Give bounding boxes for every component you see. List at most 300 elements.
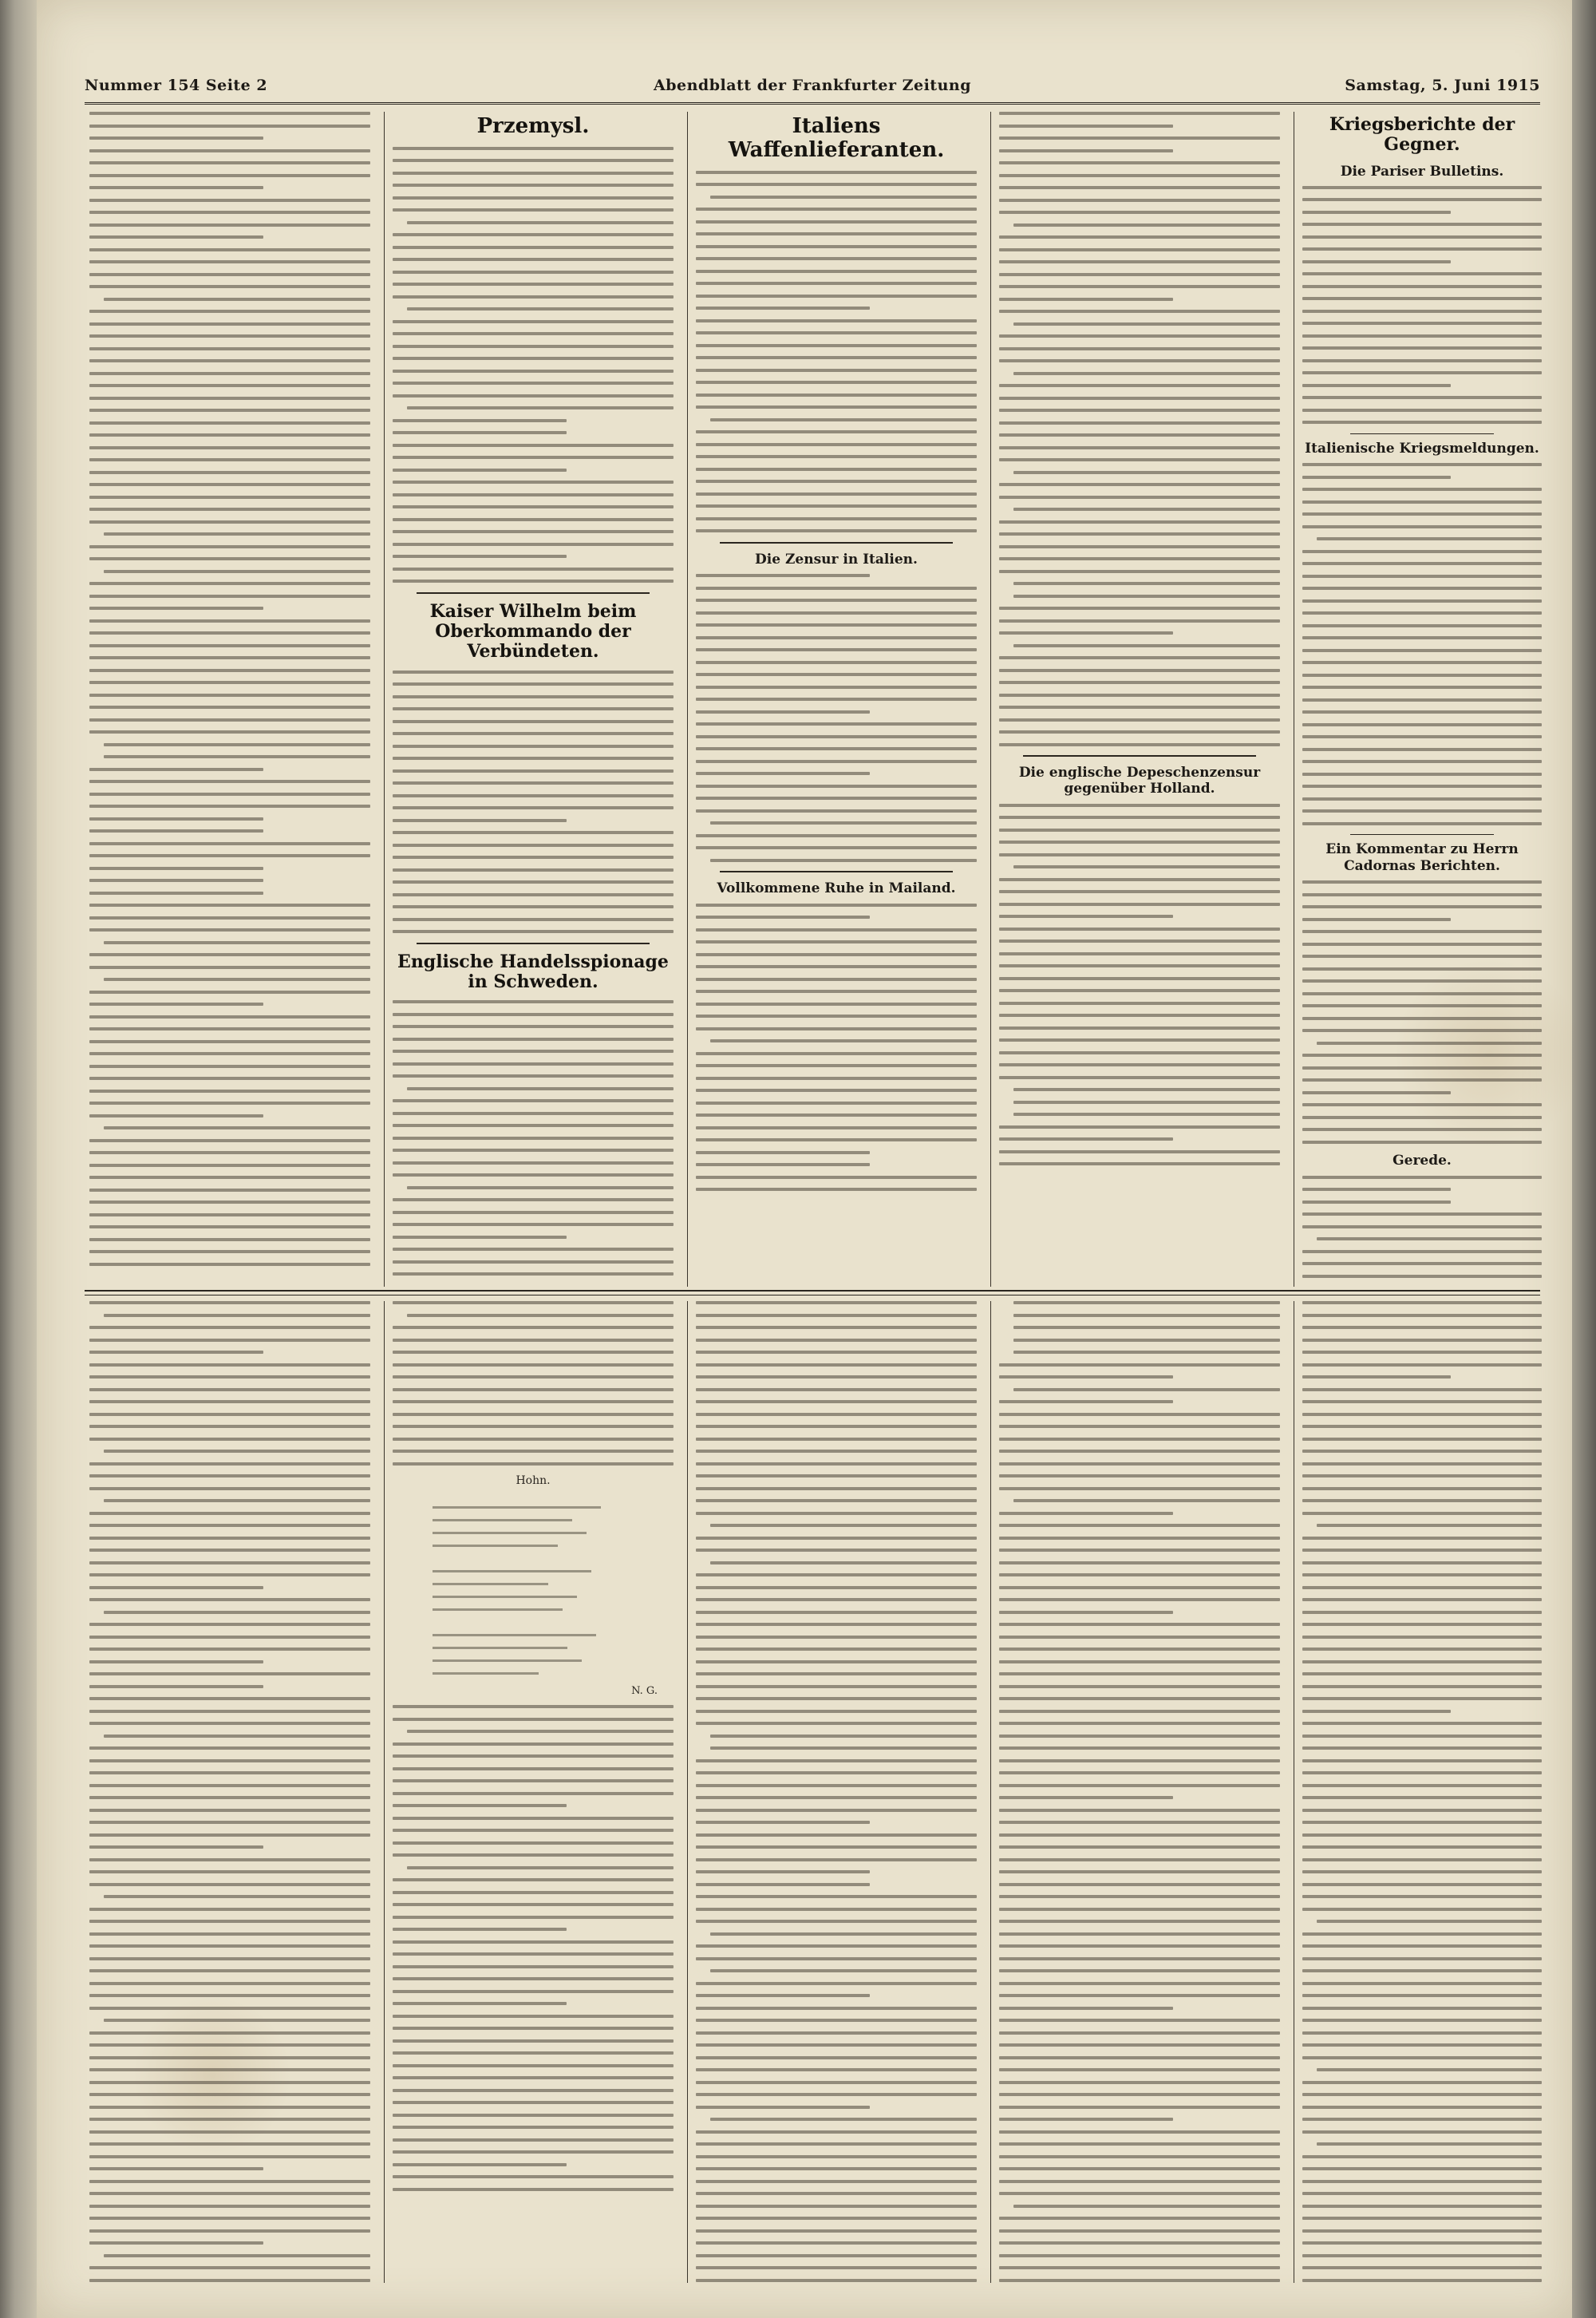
text-line: [89, 1102, 370, 1105]
text-line: [1302, 1004, 1542, 1007]
text-line: [696, 2167, 977, 2170]
text-line: [696, 1710, 977, 1713]
text-line: [407, 406, 674, 409]
text-line: [999, 718, 1280, 722]
text-line: [1302, 1573, 1542, 1576]
headline-pariser-bulletins: Die Pariser Bulletins.: [1340, 163, 1504, 180]
text-line: [393, 2051, 674, 2055]
text-line: [393, 1792, 674, 1795]
poem-body: [433, 1506, 674, 1675]
text-line: [393, 184, 674, 187]
text-line: [1302, 809, 1542, 813]
column-5: [1302, 112, 1542, 1285]
text-line: [999, 2081, 1280, 2084]
text-line: [999, 359, 1280, 362]
text-line: [696, 710, 870, 714]
text-line: [999, 977, 1280, 980]
text-line: [999, 260, 1280, 263]
text-line: [1302, 247, 1542, 251]
headline-zensur: Die Zensur in Italien.: [755, 551, 918, 568]
text-line: [89, 471, 370, 474]
text-line: [1302, 773, 1542, 776]
text-line: [89, 1388, 370, 1391]
text-line: [393, 357, 674, 360]
text-line: [710, 1561, 977, 1564]
text-line: [89, 681, 370, 684]
text-line: [696, 636, 977, 639]
text-line: [999, 1735, 1280, 1738]
text-line: [89, 2142, 370, 2146]
text-line: [696, 1499, 977, 1502]
text-line: [393, 806, 674, 809]
text-line: [393, 1339, 674, 1342]
text-line: [696, 1015, 977, 1018]
text-line: [696, 257, 977, 260]
text-line: [393, 695, 674, 698]
text-line: [696, 1809, 977, 1812]
text-line: [407, 1186, 674, 1189]
text-line: [393, 2150, 674, 2154]
text-line: [393, 1062, 674, 1066]
article-body: [696, 904, 977, 1192]
text-line: [696, 1077, 977, 1080]
text-line: [104, 978, 370, 981]
text-line: [89, 991, 370, 994]
text-line: [1302, 1487, 1542, 1490]
column-3: [696, 112, 977, 1285]
text-line: [393, 1990, 674, 1993]
text-line: [393, 2027, 674, 2030]
text-line: [393, 732, 674, 735]
text-line: [999, 1685, 1280, 1688]
text-line: [1302, 1275, 1542, 1278]
text-line: [696, 1920, 977, 1923]
text-line: [89, 1301, 370, 1304]
text-line: [999, 1672, 1280, 1675]
text-line: [999, 1858, 1280, 1861]
text-line: [393, 707, 674, 710]
text-line: [104, 298, 370, 301]
text-line: [89, 446, 370, 449]
divider: [1350, 433, 1494, 434]
text-line: [696, 1487, 977, 1490]
text-line: [89, 718, 370, 722]
text-line: [999, 1561, 1280, 1564]
text-line: [393, 505, 674, 508]
text-line: [89, 1003, 263, 1006]
text-line: [393, 1260, 674, 1264]
text-line: [89, 1636, 370, 1639]
text-line: [999, 1623, 1280, 1626]
text-line: [89, 409, 370, 412]
text-line: [696, 587, 977, 590]
text-line: [696, 1052, 977, 1055]
text-line: [1302, 396, 1542, 399]
divider: [720, 871, 953, 872]
text-line: [1302, 1351, 1542, 1354]
text-line: [999, 631, 1173, 635]
text-line: [89, 2155, 370, 2158]
text-line: [89, 1164, 370, 1167]
text-line: [1013, 223, 1280, 227]
feuilleton-column-3: [696, 1301, 977, 2283]
text-line: [1302, 1697, 1542, 1700]
text-line: [89, 1809, 370, 1812]
text-line: [696, 834, 977, 837]
text-line: [1302, 1648, 1542, 1651]
article-body: [1302, 186, 1542, 425]
text-line: [696, 2056, 977, 2059]
text-line: [1302, 1425, 1542, 1428]
text-line: [104, 941, 370, 944]
text-line: [696, 2093, 977, 2096]
text-line: [1302, 1116, 1542, 1119]
text-line: [393, 1161, 674, 1165]
text-line: [393, 555, 567, 558]
divider: [1350, 834, 1494, 835]
text-line: [89, 1462, 370, 1466]
text-line: [999, 248, 1280, 251]
text-line: [1302, 235, 1542, 239]
text-line: [999, 334, 1280, 338]
text-line: [999, 2167, 1280, 2170]
text-line: [1302, 476, 1451, 479]
text-line: [696, 1672, 977, 1675]
text-line: [999, 1026, 1280, 1030]
text-line: [696, 331, 977, 334]
column-rule: [687, 1301, 688, 2283]
text-line: [1302, 562, 1542, 565]
text-line: [393, 320, 674, 323]
text-line: [89, 1660, 263, 1663]
text-line: [393, 382, 674, 385]
feuilleton-body: [89, 1301, 370, 2282]
headline-italienische-kriegsmeldungen: Italienische Kriegsmeldungen.: [1305, 440, 1539, 457]
text-line: [696, 2155, 977, 2158]
text-line: [89, 2279, 370, 2282]
text-line: [393, 757, 674, 760]
text-line: [89, 829, 263, 833]
scan-edge-left: [0, 0, 37, 2318]
text-line: [696, 2106, 870, 2109]
text-line: [89, 1796, 370, 1799]
text-line: [696, 1326, 977, 1329]
text-line: [696, 1908, 977, 1911]
text-line: [1302, 967, 1542, 971]
text-line: [407, 307, 674, 311]
text-line: [393, 1112, 674, 1115]
text-line: [999, 1363, 1280, 1367]
text-line: [89, 2007, 370, 2010]
text-line: [696, 1462, 977, 1466]
text-line: [1302, 1561, 1542, 1564]
text-line: [89, 1225, 370, 1228]
text-line: [393, 1000, 674, 1003]
text-line: [696, 405, 977, 409]
text-line: [89, 1015, 370, 1019]
text-line: [999, 2056, 1280, 2059]
article-body: [999, 804, 1280, 1166]
text-line: [1302, 1176, 1542, 1179]
article-body: [696, 171, 977, 533]
text-line: [999, 1051, 1280, 1054]
text-line: [999, 939, 1280, 943]
text-line: [393, 481, 674, 484]
text-line: [104, 1895, 370, 1898]
text-line: [696, 1003, 977, 1006]
text-line: [1302, 2130, 1542, 2134]
text-line: [696, 1870, 870, 1873]
text-line: [999, 285, 1280, 288]
text-line: [1317, 2068, 1542, 2071]
text-line: [1302, 1908, 1542, 1911]
text-line: [696, 1957, 977, 1960]
text-line: [393, 1301, 674, 1304]
text-line: [89, 458, 370, 461]
text-line: [1302, 1314, 1542, 1317]
text-line: [1013, 1388, 1280, 1391]
text-line: [393, 233, 674, 236]
text-line: [89, 1151, 370, 1154]
text-line: [999, 2279, 1280, 2282]
text-line: [696, 1771, 977, 1774]
text-line: [710, 1039, 977, 1042]
text-line: [696, 1821, 870, 1824]
text-line: [1302, 2180, 1542, 2183]
text-line: [696, 1994, 870, 1997]
text-line: [393, 271, 674, 274]
text-line: [1302, 2106, 1542, 2109]
text-line: [696, 2068, 977, 2071]
text-line: [393, 1462, 674, 1466]
text-line: [696, 722, 977, 726]
text-line: [393, 332, 674, 335]
text-line: [999, 483, 1280, 486]
text-line: [696, 1895, 977, 1898]
issue-date: Samstag, 5. Juni 1915: [1345, 77, 1540, 94]
text-line: [710, 1746, 977, 1750]
text-line: [999, 2266, 1280, 2269]
text-line: [696, 504, 977, 508]
text-line: [89, 1957, 370, 1960]
text-line: [696, 1598, 977, 1601]
text-line: [999, 310, 1280, 313]
text-line: [1302, 1103, 1542, 1106]
text-line: [999, 1598, 1280, 1601]
article-body: [696, 574, 977, 862]
text-line: [89, 334, 370, 338]
text-line: [696, 1549, 977, 1552]
text-line: [999, 1809, 1280, 1812]
text-line: [89, 928, 370, 932]
text-line: [1302, 1375, 1451, 1379]
text-line: [393, 1754, 674, 1758]
text-line: [999, 1636, 1280, 1639]
text-line: [999, 1038, 1280, 1042]
text-line: [999, 952, 1280, 955]
text-line: [1302, 272, 1542, 275]
text-line: [710, 2118, 977, 2121]
text-line: [1302, 2081, 1542, 2084]
article-body: [393, 670, 674, 934]
text-line: [89, 1326, 370, 1329]
text-line: [1302, 1512, 1542, 1515]
text-line: [696, 940, 977, 943]
text-line: [999, 1845, 1280, 1849]
text-line: [999, 1076, 1280, 1079]
text-line: [1302, 1054, 1542, 1057]
text-line: [710, 1735, 977, 1738]
text-line: [1302, 1944, 1542, 1948]
text-line: [1302, 1474, 1542, 1477]
text-line: [1302, 2217, 1542, 2220]
text-line: [89, 1969, 370, 1972]
text-line: [999, 1162, 1280, 1165]
text-line: [393, 868, 674, 872]
column-rule: [687, 112, 688, 1287]
text-line: [393, 1149, 674, 1152]
text-line: [1302, 1932, 1542, 1936]
text-line: [1302, 710, 1542, 714]
text-line: [999, 1660, 1280, 1663]
poem-line: [433, 1621, 674, 1624]
text-line: [1302, 1636, 1542, 1639]
text-line: [89, 793, 370, 796]
text-line: [696, 1314, 977, 1317]
text-line: [1302, 2118, 1542, 2121]
text-line: [1302, 1611, 1542, 1614]
text-line: [89, 1858, 370, 1861]
text-line: [89, 2093, 370, 2096]
text-line: [999, 1002, 1280, 1005]
text-line: [393, 2188, 674, 2191]
text-line: [696, 1648, 977, 1651]
text-line: [1302, 1796, 1542, 1799]
text-line: [999, 1710, 1280, 1713]
text-line: [393, 831, 674, 834]
poem-line: [433, 1545, 558, 1547]
text-line: [104, 1450, 370, 1453]
text-line: [89, 1623, 370, 1626]
feuilleton-column-4: [999, 1301, 1280, 2283]
text-line: [696, 245, 977, 248]
text-line: [999, 1895, 1280, 1898]
text-line: [1302, 2266, 1542, 2269]
text-line: [1302, 2056, 1542, 2059]
text-line: [999, 1611, 1173, 1614]
text-line: [1302, 297, 1542, 300]
text-line: [999, 384, 1280, 387]
text-line: [1302, 955, 1542, 958]
text-line: [999, 347, 1280, 350]
text-line: [393, 745, 674, 748]
text-line: [89, 235, 263, 239]
text-line: [89, 2241, 263, 2245]
text-line: [104, 1126, 370, 1129]
text-line: [89, 1821, 370, 1824]
text-line: [696, 2007, 977, 2010]
text-line: [1302, 918, 1451, 921]
text-line: [1302, 1660, 1542, 1663]
text-line: [393, 370, 674, 373]
text-line: [393, 196, 674, 200]
text-line: [999, 2254, 1280, 2257]
text-line: [1302, 880, 1542, 884]
text-line: [1302, 636, 1542, 639]
text-line: [999, 2106, 1280, 2109]
text-line: [696, 1982, 977, 1985]
text-line: [89, 1351, 263, 1354]
text-line: [696, 1126, 977, 1129]
text-line: [89, 1685, 263, 1688]
text-line: [696, 443, 977, 446]
text-line: [999, 1125, 1280, 1129]
text-line: [89, 1586, 263, 1589]
text-line: [89, 483, 370, 486]
text-line: [393, 208, 674, 212]
text-line: [1302, 1833, 1542, 1837]
text-line: [393, 1829, 674, 1832]
text-line: [89, 112, 370, 115]
poem-line: [433, 1659, 582, 1662]
text-line: [696, 965, 977, 968]
text-line: [1302, 822, 1542, 825]
text-line: [999, 1150, 1280, 1153]
text-line: [393, 1050, 674, 1053]
text-line: [999, 816, 1280, 819]
text-line: [89, 260, 370, 263]
text-line: [89, 149, 370, 152]
text-line: [999, 2093, 1280, 2096]
text-line: [89, 347, 370, 350]
text-line: [696, 1858, 977, 1861]
text-line: [999, 2031, 1280, 2035]
text-line: [89, 186, 263, 189]
text-line: [1302, 1066, 1542, 1070]
text-line: [696, 1114, 977, 1117]
text-line: [89, 508, 370, 511]
text-line: [710, 1932, 977, 1936]
text-line: [89, 359, 370, 362]
text-line: [393, 1326, 674, 1329]
text-line: [89, 2118, 370, 2121]
text-line: [999, 669, 1280, 672]
text-line: [696, 673, 977, 676]
text-line: [999, 730, 1280, 734]
text-line: [89, 2180, 370, 2183]
text-line: [999, 1969, 1280, 1972]
text-line: [1302, 1363, 1542, 1367]
text-line: [696, 2081, 977, 2084]
text-line: [89, 817, 263, 821]
text-line: [1302, 512, 1542, 516]
scan-edge-right: [1572, 0, 1596, 2318]
text-line: [696, 661, 977, 664]
text-line: [393, 905, 674, 908]
feuilleton-separator: [85, 1290, 1540, 1295]
text-line: [999, 211, 1280, 214]
text-line: [393, 568, 674, 571]
text-line: [89, 1833, 370, 1837]
text-line: [696, 1301, 977, 1304]
text-line: [89, 656, 370, 659]
text-line: [1302, 1746, 1542, 1750]
poem-line: [433, 1583, 548, 1585]
text-line: [999, 545, 1280, 548]
text-line: [696, 344, 977, 347]
text-line: [1302, 1413, 1542, 1416]
text-line: [696, 381, 977, 384]
